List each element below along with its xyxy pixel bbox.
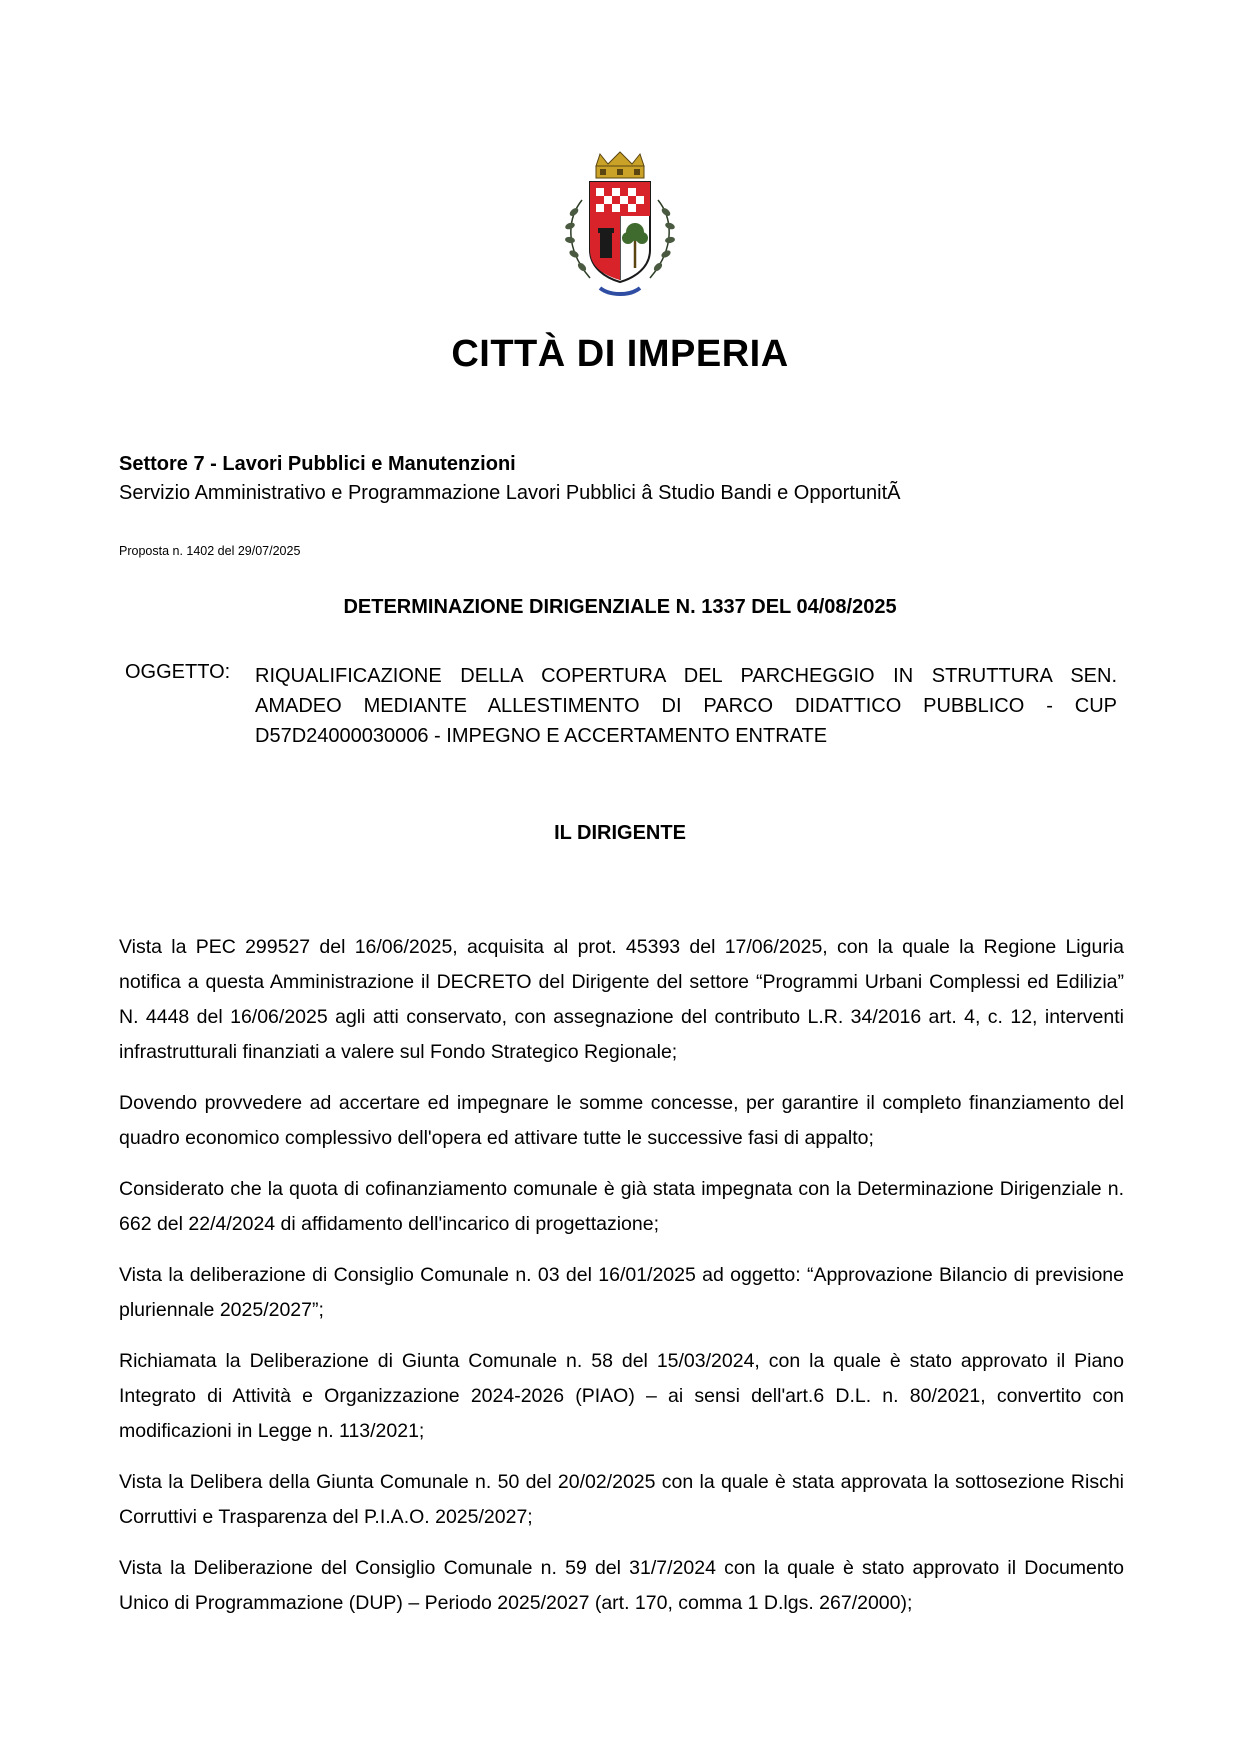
paragraph: Vista la Deliberazione del Consiglio Comunale n. 59 del 31/7/2024 con la quale è stato approvato il Documento Unico di Programmazione (DUP) – Periodo 2025/2027 (art. 170, comma 1 D.lgs. 267/2000);: [119, 1557, 1124, 1614]
dirigente-heading: IL DIRIGENTE: [554, 822, 686, 844]
paragraph: Considerato che la quota di cofinanziamento comunale è già stata impegnata con la Determinazione Dirigenziale n. 662 del 22/4/2024 di affidamento dell'incarico di progettazione;: [119, 1178, 1124, 1235]
document-body: [119, 930, 1124, 1637]
sector-heading: Settore 7 - Lavori Pubblici e Manutenzioni: [119, 453, 516, 475]
paragraph: Dovendo provvedere ad accertare ed impegnare le somme concesse, per garantire il completo finanziamento del quadro economico complessivo dell'opera ed attivare tutte le successive fasi di appalto;: [119, 1092, 1124, 1149]
ribbon: [600, 288, 640, 294]
subject-label: OGGETTO:: [125, 661, 231, 683]
city-title: CITTÀ DI IMPERIA: [451, 333, 789, 375]
proposal-number: Proposta n. 1402 del 29/07/2025: [119, 544, 301, 558]
city-crest-icon: [560, 150, 680, 300]
paragraph: Vista la deliberazione di Consiglio Comunale n. 03 del 16/01/2025 ad oggetto: “Approvazione Bilancio di previsione pluriennale 2025/2027”;: [119, 1264, 1124, 1321]
service-line: Servizio Amministrativo e Programmazione Lavori Pubblici â Studio Bandi e OpportunitÃ: [119, 482, 901, 504]
determination-title: DETERMINAZIONE DIRIGENZIALE N. 1337 DEL 04/08/2025: [343, 596, 897, 618]
paragraph: Vista la Delibera della Giunta Comunale n. 50 del 20/02/2025 con la quale è stata approvata la sottosezione Rischi Corruttivi e Trasparenza del P.I.A.O. 2025/2027;: [119, 1471, 1124, 1528]
subject-text: RIQUALIFICAZIONE DELLA COPERTURA DEL PARCHEGGIO IN STRUTTURA SEN. AMADEO MEDIANTE ALLESTIMENTO DI PARCO DIDATTICO PUBBLICO - CUP D57D24000030006 - IMPEGNO E ACCERTAMENTO ENTRATE: [255, 665, 1117, 747]
paragraph: Vista la PEC 299527 del 16/06/2025, acquisita al prot. 45393 del 17/06/2025, con la quale la Regione Liguria notifica a questa Amministrazione il DECRETO del Dirigente del settore “Programmi Urbani Complessi ed Edilizia” N. 4448 del 16/06/2025 agli atti conservato, con assegnazione del contributo L.R. 34/2016 art. 4, c. 12, interventi infrastrutturali finanziati a valere sul Fondo Strategico Regionale;: [119, 936, 1124, 1063]
crown-icon: [596, 152, 644, 178]
paragraph: Richiamata la Deliberazione di Giunta Comunale n. 58 del 15/03/2024, con la quale è stato approvato il Piano Integrato di Attività e Organizzazione 2024-2026 (PIAO) – ai sensi dell'art.6 D.L. n. 80/2021, convertito con modificazioni in Legge n. 113/2021;: [119, 1350, 1124, 1442]
shield-icon: [590, 182, 650, 282]
